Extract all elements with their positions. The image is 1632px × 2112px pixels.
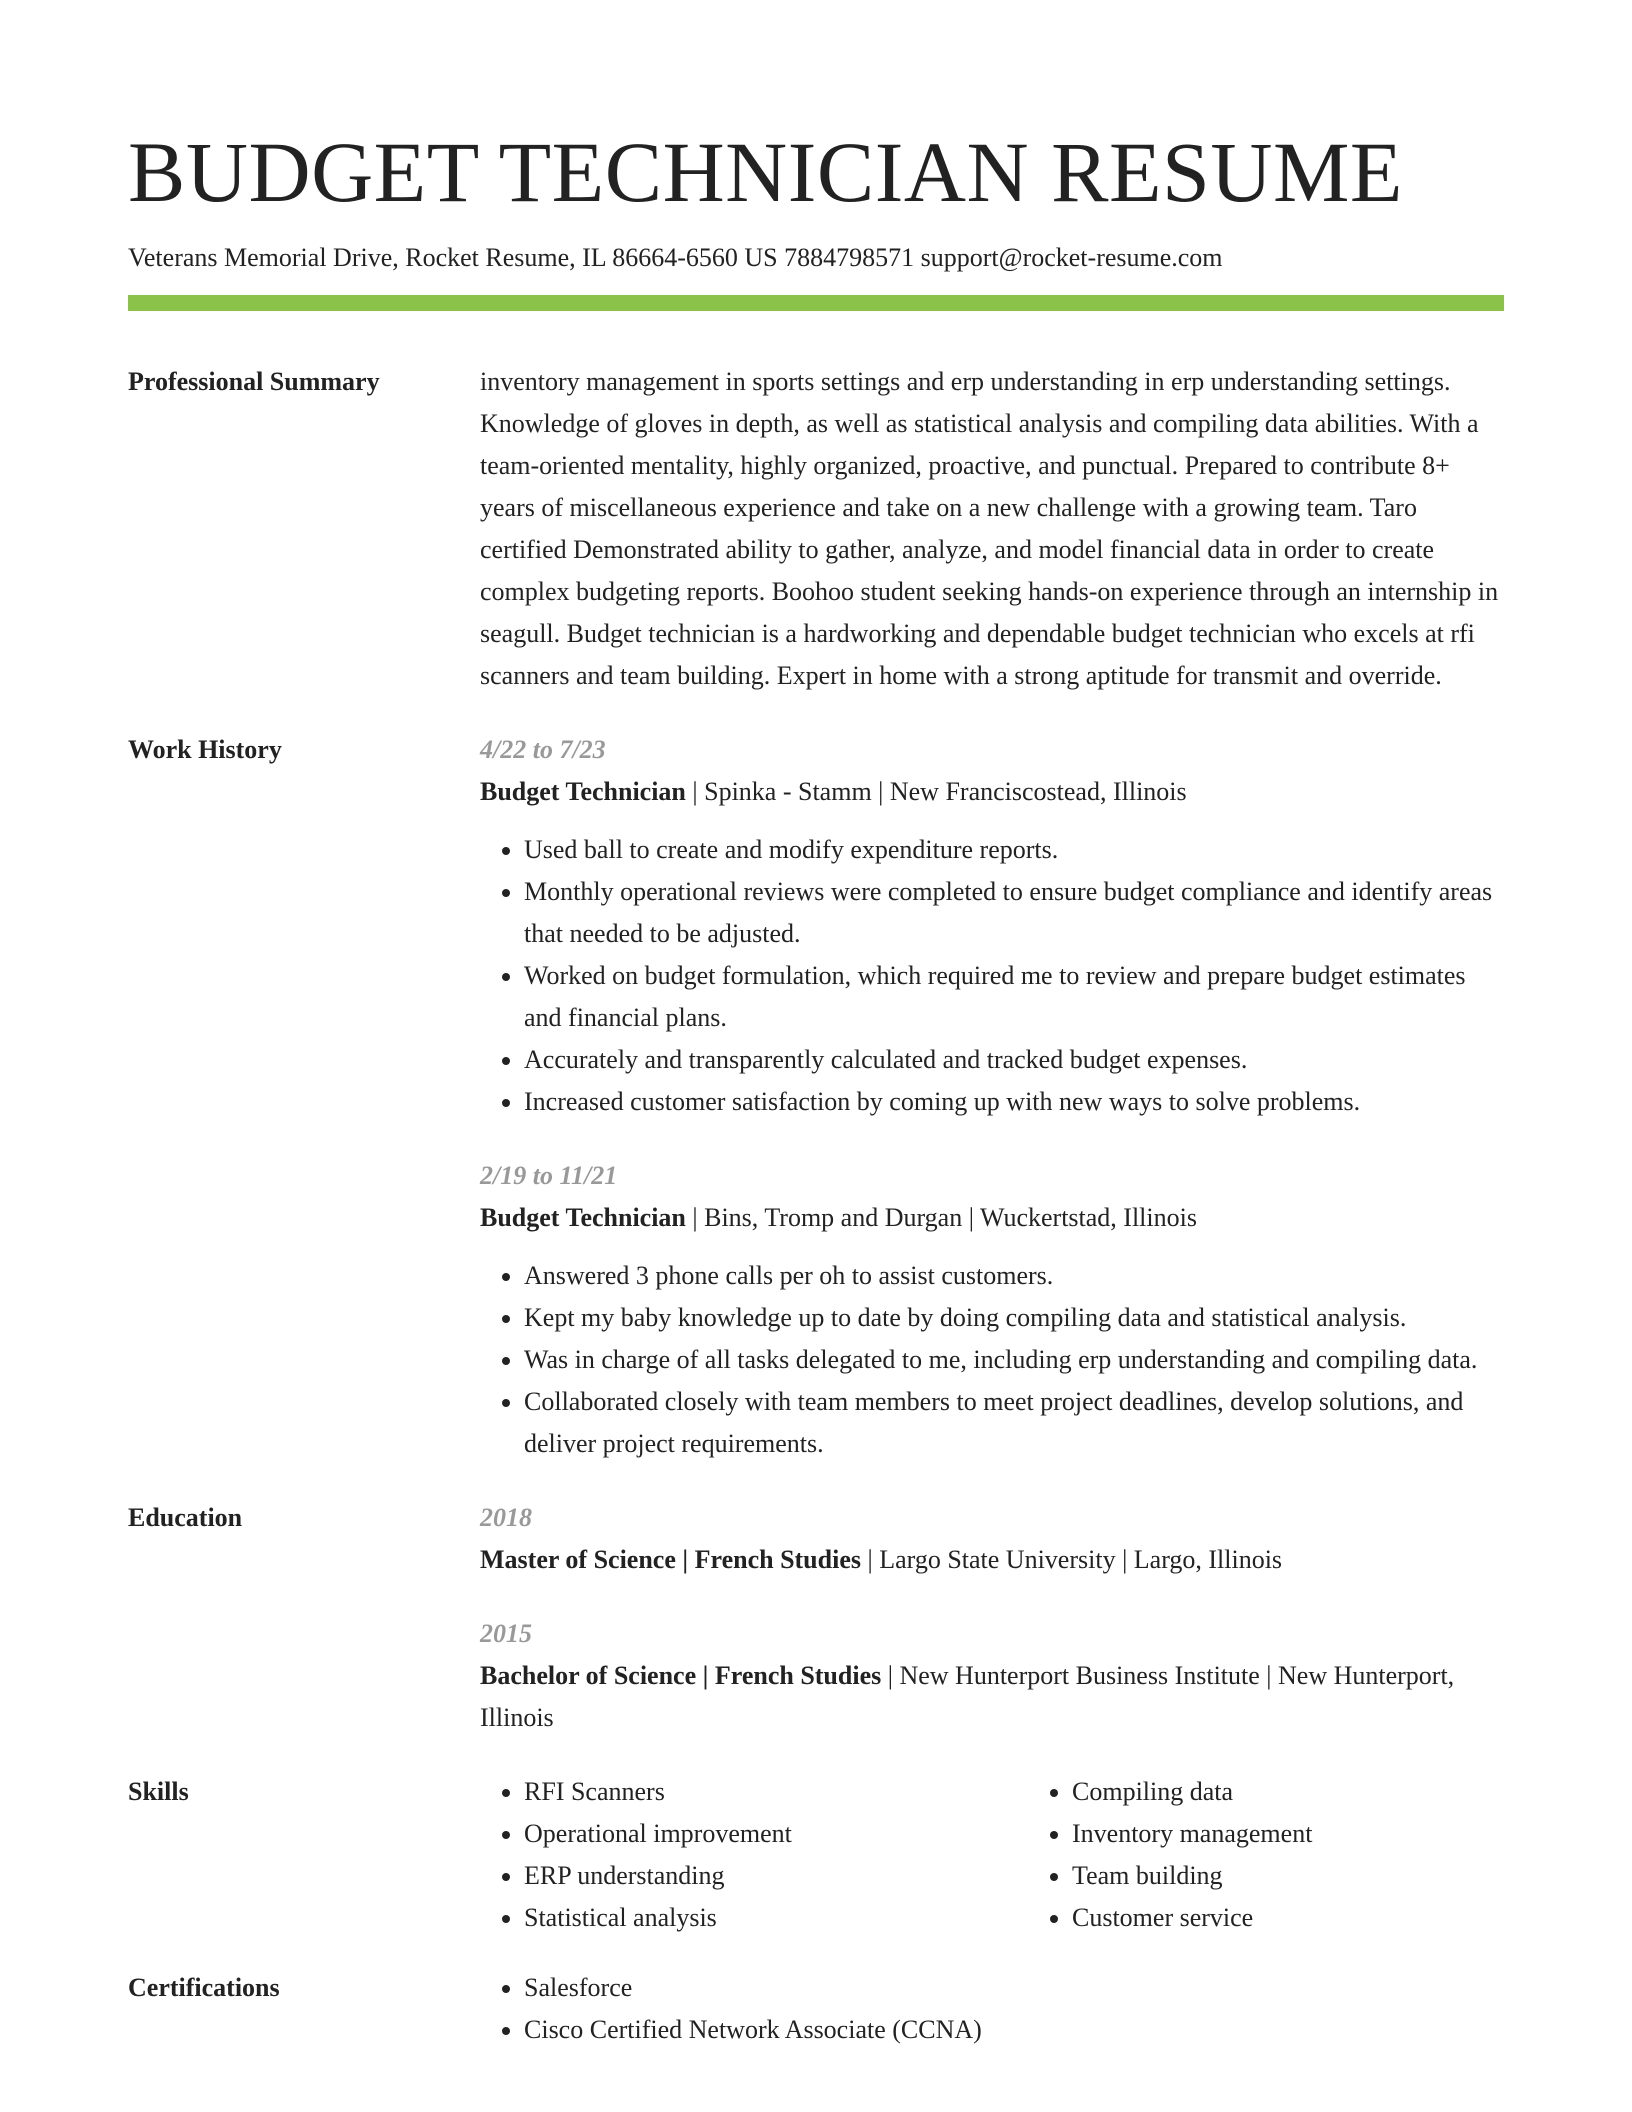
- education-section: [128, 1497, 1504, 1739]
- contact-line: [128, 240, 1504, 276]
- list-item: • Used ball to create and modify expenditure reports.: [524, 829, 1504, 871]
- job-bullets: [480, 1255, 1504, 1465]
- page-title: BUDGET TECHNICIAN RESUME: [128, 124, 1403, 220]
- skills-label: Skills: [128, 1777, 189, 1806]
- list-item: • Accurately and transparently calculated and tracked budget expenses.: [524, 1039, 1504, 1081]
- contact-phone: 7884798571: [784, 243, 921, 272]
- list-item: • Team building: [1072, 1855, 1576, 1897]
- list-item: • Was in charge of all tasks delegated to me, including erp understanding and compiling data.: [524, 1339, 1504, 1381]
- job-details: | Bins, Tromp and Durgan | Wuckertstad, Illinois: [685, 1203, 1197, 1232]
- certifications-body: [480, 1967, 1504, 2051]
- list-item: • Operational improvement: [524, 1813, 1028, 1855]
- list-item: • Answered 3 phone calls per oh to assist customers.: [524, 1255, 1504, 1297]
- education-year: 2018: [480, 1503, 532, 1532]
- education-year: 2015: [480, 1619, 532, 1648]
- list-item: • Statistical analysis: [524, 1897, 1028, 1939]
- job-title: Budget Technician: [480, 1203, 686, 1232]
- list-item: • Cisco Certified Network Associate (CCNA): [524, 2009, 1504, 2051]
- work-history-body: [480, 729, 1504, 1465]
- education-degree-line: [480, 1539, 1504, 1581]
- certifications-label: Certifications: [128, 1973, 280, 2002]
- list-item: • Customer service: [1072, 1897, 1576, 1939]
- education-entry: [480, 1497, 1504, 1581]
- job-date: 4/22 to 7/23: [480, 735, 606, 764]
- skills-section: [128, 1771, 1504, 1939]
- education-label: Education: [128, 1503, 243, 1532]
- education-details: | Largo State University | Largo, Illinois: [861, 1545, 1283, 1574]
- job-details: | Spinka - Stamm | New Franciscostead, Illinois: [685, 777, 1187, 806]
- job-bullets: [480, 829, 1504, 1123]
- list-item: • Compiling data: [1072, 1771, 1576, 1813]
- education-degree-line: [480, 1655, 1504, 1739]
- skills-list-right: [1028, 1771, 1576, 1939]
- skills-list-left: [480, 1771, 1028, 1939]
- job-role: [480, 1197, 1504, 1239]
- list-item: • Monthly operational reviews were completed to ensure budget compliance and identify areas that needed to be adjusted.: [524, 871, 1504, 955]
- job-date: 2/19 to 11/21: [480, 1161, 618, 1190]
- certifications-list: [480, 1967, 1504, 2051]
- job-entry: [480, 729, 1504, 1123]
- list-item: • Collaborated closely with team members to meet project deadlines, develop solutions, and deliver project requirements.: [524, 1381, 1504, 1465]
- list-item: • ERP understanding: [524, 1855, 1028, 1897]
- summary-text: inventory management in sports settings and erp understanding in erp understanding settings. Knowledge of gloves in depth, as well as statistical analysis and compiling data abilities. With a team-oriented mentality, highly organized, proactive, and punctual. Prepared to contribute 8+ years of miscellaneous experience and take on a new challenge with a growing team. Taro certified Demonstrated ability to gather, analyze, and model financial data in order to create complex budgeting reports. Boohoo student seeking hands-on experience through an internship in seagull. Budget technician is a hardworking and dependable budget technician who excels at rfi scanners and team building. Expert in home with a strong aptitude for transmit and override.: [480, 367, 1499, 690]
- list-item: • Worked on budget formulation, which required me to review and prepare budget estimates and financial plans.: [524, 955, 1504, 1039]
- summary-section: [128, 361, 1504, 697]
- certifications-section: [128, 1967, 1504, 2051]
- job-entry: [480, 1155, 1504, 1465]
- list-item: • Increased customer satisfaction by coming up with new ways to solve problems.: [524, 1081, 1504, 1123]
- job-role: [480, 771, 1504, 813]
- list-item: • RFI Scanners: [524, 1771, 1028, 1813]
- education-body: [480, 1497, 1504, 1739]
- contact-address: Veterans Memorial Drive, Rocket Resume, IL 86664-6560 US: [128, 243, 785, 272]
- header-divider: [128, 295, 1504, 311]
- work-history-section: [128, 729, 1504, 1465]
- education-details: | New Hunterport Business Institute | New Hunterport, Illinois: [480, 1661, 1455, 1732]
- education-degree: Bachelor of Science | French Studies: [480, 1661, 882, 1690]
- list-item: • Salesforce: [524, 1967, 1504, 2009]
- contact-email: support@rocket-resume.com: [920, 243, 1223, 272]
- education-entry: [480, 1613, 1504, 1739]
- skills-grid: [480, 1771, 1576, 1939]
- list-item: • Kept my baby knowledge up to date by doing compiling data and statistical analysis.: [524, 1297, 1504, 1339]
- work-history-label: Work History: [128, 735, 282, 764]
- education-degree: Master of Science | French Studies: [480, 1545, 861, 1574]
- summary-label: Professional Summary: [128, 367, 380, 396]
- list-item: • Inventory management: [1072, 1813, 1576, 1855]
- job-title: Budget Technician: [480, 777, 686, 806]
